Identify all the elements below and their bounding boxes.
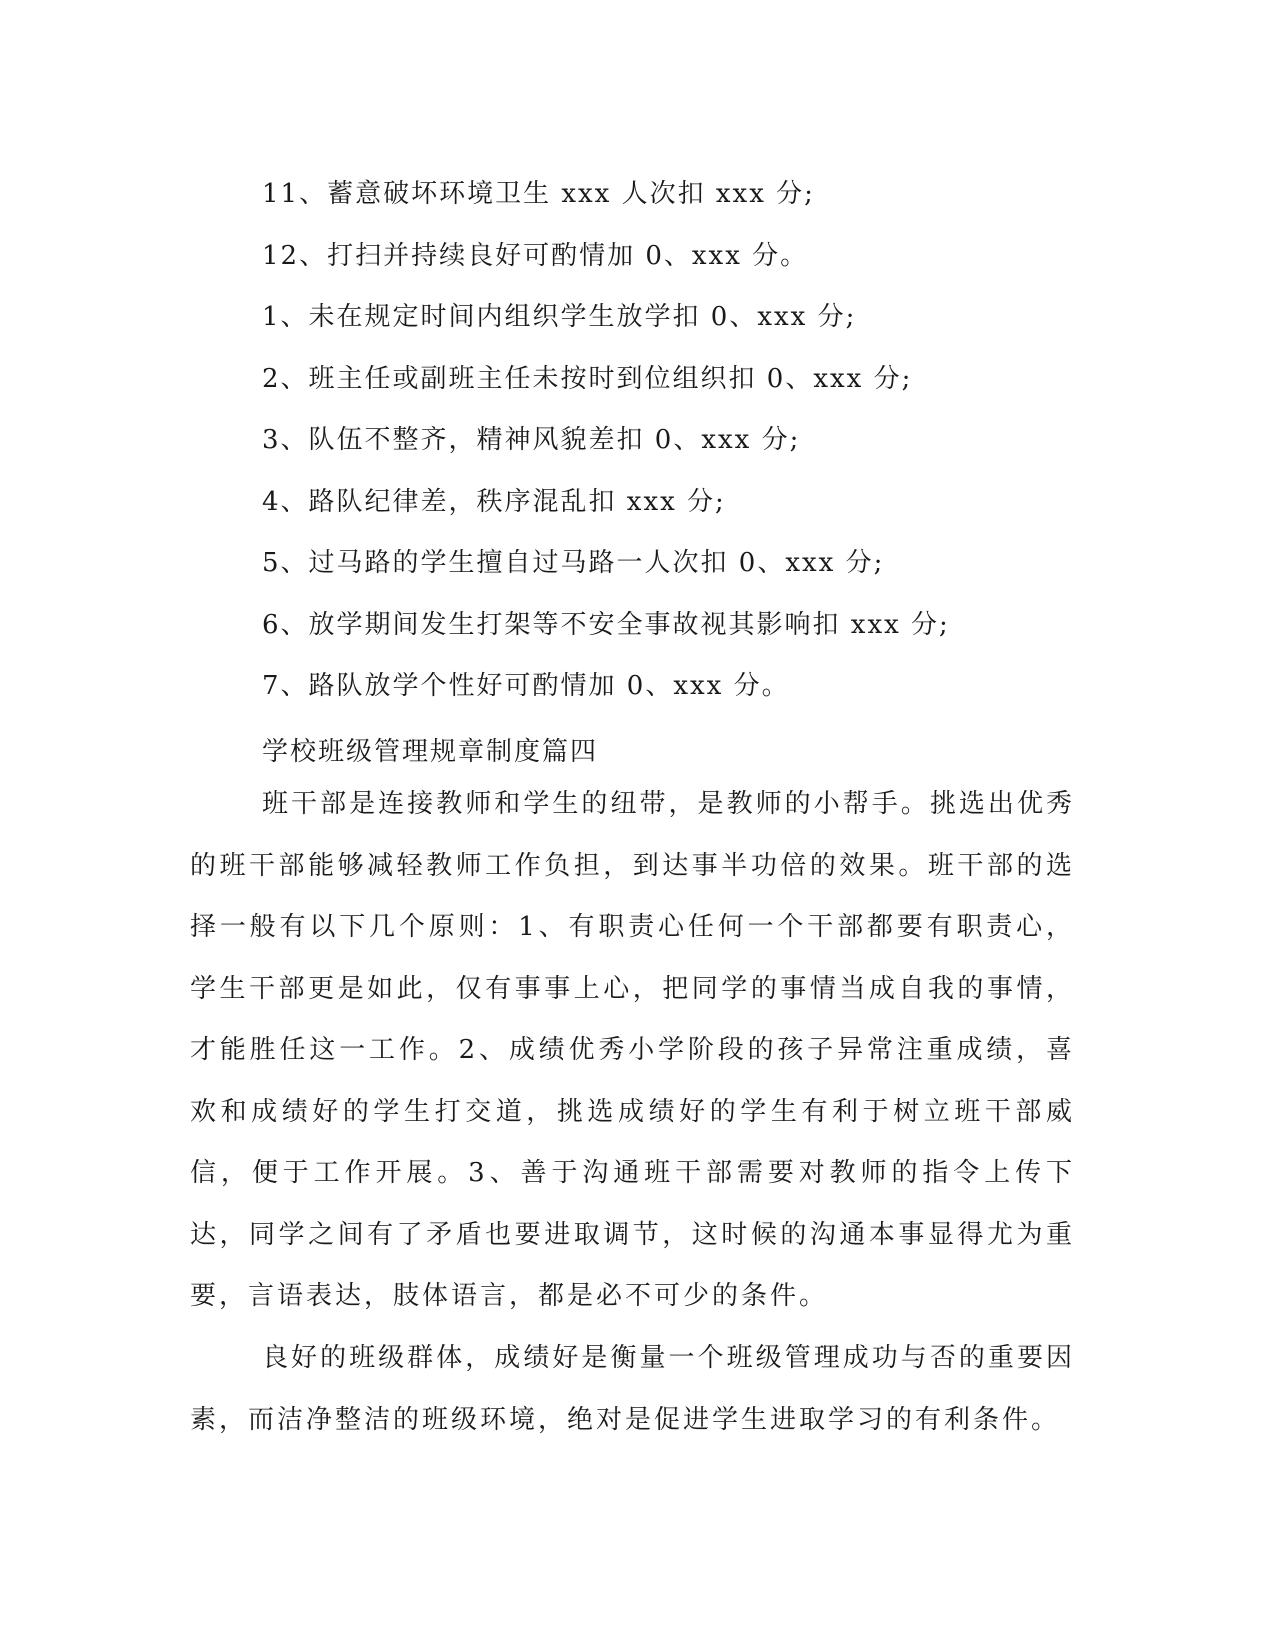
- list-item: 5、过马路的学生擅自过马路一人次扣 0、xxx 分;: [262, 548, 885, 578]
- body-paragraph: 班干部是连接教师和学生的纽带，是教师的小帮手。挑选出优秀的班干部能够减轻教师工作负担，到达事半功倍的效果。班干部的选择一般有以下几个原则：1、有职责心任何一个干部都要有职责心，学生干部更是如此，仅有事事上心，把同学的事情当成自我的事情，才能胜任这一工作。2、成绩优秀小学阶段的孩子异常注重成绩，喜欢和成绩好的学生打交道，挑选成绩好的学生有利于树立班干部威信，便于工作开展。3、善于沟通班干部需要对教师的指令上传下达，同学之间有了矛盾也要进取调节，这时候的沟通本事显得尤为重要，言语表达，肢体语言，都是必不可少的条件。: [190, 789, 1075, 1311]
- list-item: 7、路队放学个性好可酌情加 0、xxx 分。: [262, 671, 790, 701]
- list-item: 12、打扫并持续良好可酌情加 0、xxx 分。: [262, 240, 809, 271]
- body-paragraph: 良好的班级群体，成绩好是衡量一个班级管理成功与否的重要因素，而洁净整洁的班级环境，绝对是促进学生进取学习的有利条件。: [190, 1343, 1075, 1435]
- list-item: 2、班主任或副班主任未按时到位组织扣 0、xxx 分;: [262, 363, 913, 394]
- section-heading: 学校班级管理规章制度篇四: [262, 737, 599, 767]
- list-item: 3、队伍不整齐，精神风貌差扣 0、xxx 分;: [262, 425, 801, 455]
- list-item: 4、路队纪律差，秩序混乱扣 xxx 分;: [262, 486, 726, 517]
- list-item: 11、蓄意破坏环境卫生 xxx 人次扣 xxx 分;: [262, 179, 815, 209]
- list-item: 1、未在规定时间内组织学生放学扣 0、xxx 分;: [262, 302, 857, 332]
- list-item: 6、放学期间发生打架等不安全事故视其影响扣 xxx 分;: [262, 609, 950, 640]
- rule-list: [262, 164, 1082, 718]
